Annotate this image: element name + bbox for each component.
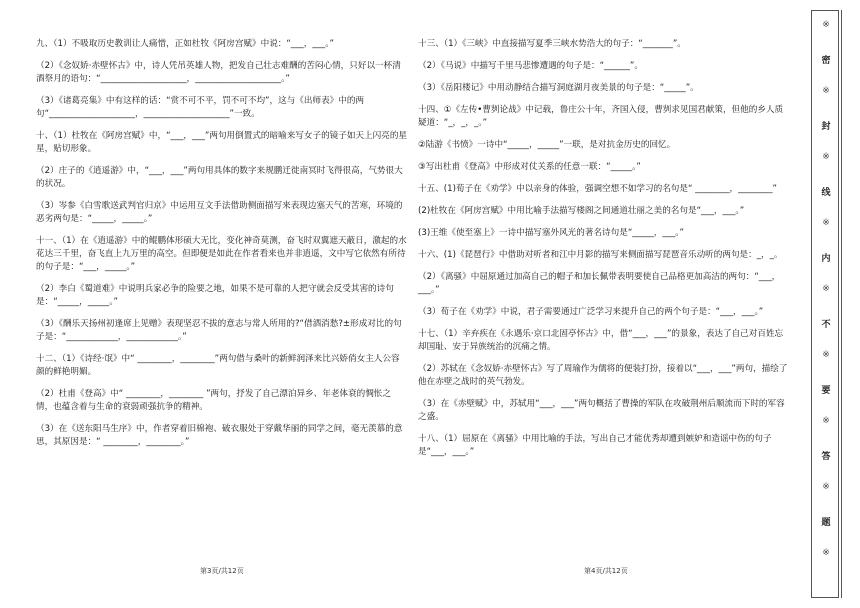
- question-13-1: 十三、（1）《三峡》中直接描写夏季三峡水势浩大的句子：“_______”。: [418, 39, 686, 49]
- question-9-3: （3）《诸葛亮集》中有这样的话：“赏不可不平，罚不可不均”，这与《出师表》中的两句“____________________，____________________”一致。: [36, 96, 365, 119]
- seal-margin: [811, 10, 847, 598]
- question-10-2: （2）庄子的《逍遥游》中，“___，___”两句用具体的数字来规鹏迁徙南冥时飞得很高，气势很大的状况。: [36, 166, 403, 189]
- seal-char: 线: [821, 188, 831, 198]
- page-number-left: 第3页/共12页: [200, 567, 244, 575]
- seal-inner-line: [841, 10, 843, 598]
- question-18-1: 十八、（1）屈原在《离骚》中用比喻的手法，写出自己才能优秀却遭到嫉妒和造谣中伤的句子是“___，___。”: [418, 434, 772, 457]
- question-13-3: （3）《岳阳楼记》中用动静结合描写洞庭湖月夜美景的句子是：“_____”。: [418, 83, 699, 93]
- question-14-2: ②陆游《书愤》一诗中“_____，_____”一联，是对抗金历史的回忆。: [418, 140, 676, 150]
- left-column: [36, 38, 408, 458]
- question-11-3: （3）《酬乐天扬州初逢席上见赠》表现坚忍不拔的意志与常人所用的?“借酒消愁?±形成对比的句子是：“____________，____________。”: [36, 319, 402, 342]
- page-number-right: 第4页/共12页: [584, 567, 628, 575]
- seal-star: ※: [822, 218, 830, 228]
- question-12-2: （2）杜甫《登高》中“ ________，________ ”两句，抒发了自己漂泊异乡、年老体衰的惆怅之情，也蕴含着与生命的衰弱顽强抗争的精神。: [36, 389, 391, 412]
- seal-char: 答: [821, 452, 831, 462]
- question-12-3: （3）在《送东阳马生序》中，作者穿着旧棉袍、破衣服处于穿戴华丽的同学之间，毫无羡慕的意思，其原因是：“ ________，________。”: [36, 424, 403, 447]
- seal-char: 封: [821, 122, 831, 132]
- seal-star: ※: [822, 284, 830, 294]
- seal-char: 密: [821, 56, 831, 66]
- seal-star: ※: [822, 20, 830, 30]
- seal-star: ※: [822, 416, 830, 426]
- question-17-2: （2）苏轼在《念奴娇·赤壁怀古》写了周瑜作为儒将的便装打扮，接着以“___，___”两句，描绘了他在赤壁之战时的英气勃发。: [418, 364, 788, 387]
- question-16-2: （2）《离骚》中屈原通过加高自己的帽子和加长佩带表明要使自己品格更加高洁的两句：“___，___。”: [418, 272, 781, 295]
- question-10-1: 十、（1）杜牧在《阿房宫赋》中，“___，___”两句用倒置式的暗喻来写女子的镜子如天上闪亮的星星，贴切形象。: [36, 131, 408, 154]
- seal-star: ※: [822, 548, 830, 558]
- question-17-3: （3）在《赤壁赋》中，苏轼用“___，___”两句概括了曹操的军队在攻破荆州后顺流而下时的军容之盛。: [418, 399, 785, 422]
- seal-star: ※: [822, 482, 830, 492]
- question-14-1: 十四、①《左传•曹刿论战》中记载，鲁庄公十年，齐国入侵，曹刿求见国君献策，但他的乡人质疑道：“_，_，_。”: [418, 105, 784, 128]
- question-11-1: 十一、（1）在《逍遥游》中的鲲鹏体形硕大无比，变化神奇莫测，奋飞时双翼遮天蔽日，激起的水花达三千里，奋飞直上九万里的高空。但即便是如此在作者看来也并非逍遥，文中写它依然有所待的句子是：“___，_____。”: [36, 236, 407, 272]
- question-11-2: （2）李白《蜀道难》中说明兵家必争的险要之地，如果不是可靠的人把守就会反受其害的诗句是：“_____，_____。”: [36, 284, 394, 307]
- seal-char: 内: [821, 254, 831, 264]
- seal-star: ※: [822, 152, 830, 162]
- right-column: [418, 38, 790, 468]
- question-10-3: （3）岑参《白雪歌送武判官归京》中运用互文手法借助侧面描写来表现边塞天气的苦寒，环境的恶劣两句是：“_____，_____。”: [36, 201, 403, 224]
- question-17-1: 十七、（1）辛弃疾在《永遇乐·京口北固亭怀古》中，借“___，___”的景象，表达了自己对百姓忘却国耻、安于异族统治的沉痛之情。: [418, 329, 784, 352]
- seal-char: 题: [821, 518, 831, 528]
- question-13-2: （2）《马说》中描写千里马悲惨遭遇的句子是：“______”。: [418, 61, 643, 71]
- question-15-2: (2)杜牧在《阿房宫赋》中用比喻手法描写楼阁之间通道壮丽之美的名句是“___，___。”: [418, 206, 745, 216]
- seal-border: [811, 10, 839, 598]
- question-14-3: ③写出杜甫《登高》中形成对仗关系的任意一联：“_____。”: [418, 162, 641, 172]
- question-9-1: 九、（1）不吸取历史教训让人痛惜，正如杜牧《阿房宫赋》中说：“___，___。”: [36, 39, 334, 49]
- question-16-3: （3）荀子在《劝学》中说，君子需要通过广泛学习来提升自己的两个句子是：“___，___。”: [418, 307, 764, 317]
- question-15-1: 十五、(1)荀子在《劝学》中以亲身的体验，强调空想不如学习的名句是“ ________，________”: [418, 184, 777, 194]
- seal-star: ※: [822, 350, 830, 360]
- question-9-2: （2）《念奴娇·赤壁怀古》中，诗人凭吊英雄人物，把发自己壮志难酬的苦闷心情，只好以一杯清酒祭月的语句：“____________________，____________________。”: [36, 61, 401, 84]
- question-12-1: 十二、（1）《诗经·氓》中“ ________，________”两句借与桑叶的新鲜润泽来比兴娇俏女主人公容颜的鲜艳明媚。: [36, 354, 400, 377]
- question-15-3: (3)王维《使至塞上》一诗中描写塞外风光的著名诗句是“_____，___。”: [418, 228, 684, 238]
- seal-char: 要: [821, 386, 831, 396]
- question-16-1: 十六、(1)《琵琶行》中借助对听者和江中月影的描写来侧面描写琵琶音乐动听的两句是：_，_。: [418, 250, 783, 260]
- seal-char: 不: [821, 320, 831, 330]
- seal-star: ※: [822, 86, 830, 96]
